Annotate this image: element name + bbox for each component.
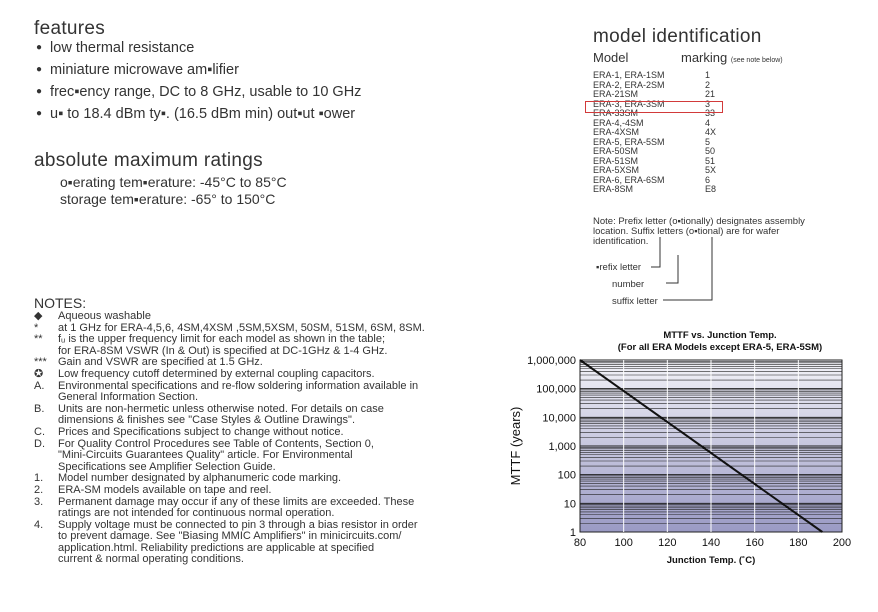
model-marking: 4 <box>705 117 711 128</box>
y-tick-label: 1,000,000 <box>527 355 576 367</box>
legend-prefix: ▪refix letter <box>596 262 642 273</box>
model-name: ERA-4,-4SM <box>593 117 644 128</box>
suffix-connector <box>663 237 712 300</box>
model-name: ERA-4XSM <box>593 127 640 137</box>
model-name: ERA-3, ERA-3SM <box>593 98 665 109</box>
model-marking: 21 <box>705 89 716 99</box>
note-marker: ✪ <box>34 367 44 380</box>
note-row <box>34 485 504 497</box>
model-marking: 33 <box>705 108 716 118</box>
model-name: ERA-5, ERA-5SM <box>593 136 665 147</box>
note-line: Aqueous washable <box>58 310 151 322</box>
model-id-title: model identification <box>593 26 762 47</box>
y-tick-label: 100 <box>557 469 576 482</box>
marking-label: marking <box>681 50 728 65</box>
note-row <box>34 369 504 381</box>
note-line: Permanent damage may occur if any of these limits are exceeded. These <box>58 495 415 508</box>
note-line: ratings are not intended for continuous normal operation. <box>58 507 335 520</box>
y-tick-label: 1,000 <box>548 441 576 453</box>
note-line: for ERA-8SM VSWR (In & Out) is specified at DC-1GHz & 1-4 GHz. <box>58 344 388 357</box>
note-marker: * <box>34 321 39 334</box>
model-marking: 6 <box>705 174 711 185</box>
legend-number: number <box>612 279 645 290</box>
note-marker: C. <box>34 425 45 438</box>
note-row <box>34 427 504 439</box>
note-marker: B. <box>34 402 45 415</box>
note-marker: 2. <box>34 483 44 496</box>
model-name: ERA-1, ERA-1SM <box>593 70 665 80</box>
note-line: at 1 GHz for ERA-4,5,6, 4SM,4XSM ,5SM,5XSM, 50SM, 51SM, 6SM, 8SM. <box>58 321 425 334</box>
notes-title: NOTES: <box>34 295 87 311</box>
model-name: ERA-51SM <box>593 155 639 166</box>
note-row <box>34 311 504 323</box>
y-tick-label: 10,000 <box>542 412 576 425</box>
note-line: Specifications see Amplifier Selection Guide. <box>58 460 276 473</box>
model-marking: 3 <box>705 98 711 109</box>
model-name: ERA-33SM <box>593 108 639 118</box>
model-name: ERA-21SM <box>593 89 639 99</box>
number-connector <box>666 255 678 283</box>
model-marking: 2 <box>705 79 711 90</box>
note-row <box>34 439 504 474</box>
note-marker: 4. <box>34 518 44 531</box>
x-tick-label: 100 <box>614 537 633 549</box>
note-line: Units are non-hermetic unless otherwise noted. For details on case <box>58 402 384 415</box>
note-marker: ◆ <box>34 310 43 322</box>
model-col-header: Model <box>593 50 629 65</box>
model-name: ERA-50SM <box>593 146 639 156</box>
model-marking: 1 <box>705 70 711 80</box>
model-row <box>593 185 793 195</box>
note-line: Model number designated by alphanumeric code marking. <box>58 472 342 485</box>
model-note: Note: Prefix letter (o▪tionally) designates assembly location. Suffix letters (o▪tional) are for wafer identification. <box>593 216 805 247</box>
marking-note: (see note below) <box>730 57 783 64</box>
note-marker: D. <box>34 437 45 450</box>
note-marker: *** <box>34 356 47 369</box>
note-line: Low frequency cutoff determined by external coupling capacitors. <box>58 367 375 380</box>
features-title: features <box>34 18 106 39</box>
note-line: fᵤ is the upper frequency limit for each model as shown in the table; <box>58 333 386 346</box>
note-row <box>34 497 504 520</box>
note-line: Environmental specifications and re-flow soldering information available in <box>58 379 419 392</box>
note-line: Gain and VSWR are specified at 1.5 GHz. <box>58 356 263 369</box>
x-tick-label: 80 <box>573 537 587 549</box>
features-list <box>36 38 361 126</box>
x-tick-label: 140 <box>701 537 721 549</box>
feature-item: ● low thermal resistance <box>36 38 361 60</box>
model-marking: 4X <box>705 127 717 137</box>
prefix-connector <box>651 237 660 267</box>
chart-subtitle: (For all ERA Models except ERA-5, ERA-5SM) <box>617 342 823 353</box>
x-tick-label: 120 <box>658 537 677 549</box>
chart-title: MTTF vs. Junction Temp. <box>663 330 777 341</box>
note-row <box>34 381 504 404</box>
feature-item: ● frec▪ency range, DC to 8 GHz, usable to 10 GHz <box>36 82 361 104</box>
x-axis-label: Junction Temp. (˚C) <box>666 555 756 566</box>
x-tick-label: 200 <box>832 537 852 549</box>
marking-col-header <box>681 50 783 65</box>
model-marking: 5 <box>705 136 711 147</box>
rating-line: o▪erating tem▪erature: -45°C to 85°C <box>60 174 287 190</box>
ratings-lines <box>60 174 287 208</box>
y-tick-label: 1 <box>569 527 576 539</box>
x-tick-label: 180 <box>789 537 808 549</box>
model-name: ERA-6, ERA-6SM <box>593 174 665 185</box>
note-marker: 3. <box>34 495 44 508</box>
y-tick-labels <box>527 355 576 539</box>
note-marker: 1. <box>34 472 44 485</box>
x-tick-label: 160 <box>745 537 764 549</box>
model-table <box>593 71 793 195</box>
y-axis-label: MTTF (years) <box>508 406 523 486</box>
note-line: ERA-SM models available on tape and reel. <box>58 483 272 496</box>
model-marking: 51 <box>705 155 716 166</box>
rating-line: storage tem▪erature: -65° to 150°C <box>60 191 276 207</box>
model-marking: 50 <box>705 146 716 156</box>
y-tick-label: 10 <box>563 498 576 511</box>
note-marker: A. <box>34 379 45 392</box>
y-tick-label: 100,000 <box>536 383 576 396</box>
model-marking: E8 <box>705 184 717 194</box>
note-line: For Quality Control Procedures see Table of Contents, Section 0, <box>58 437 374 450</box>
model-name: ERA-5XSM <box>593 165 640 175</box>
note-line: General Information Section. <box>58 391 199 404</box>
feature-item: ● u▪ to 18.4 dBm ty▪. (16.5 dBm min) out▪ut ▪ower <box>36 104 361 126</box>
model-name: ERA-2, ERA-2SM <box>593 79 665 90</box>
note-line: Prices and Specifications subject to change without notice. <box>58 425 344 438</box>
note-line: to prevent damage. See "Biasing MMIC Amplifiers" in minicircuits.com/ <box>58 530 402 543</box>
mttf-chart <box>500 352 870 574</box>
ratings-title: absolute maximum ratings <box>34 150 263 171</box>
note-marker: ** <box>34 333 43 346</box>
x-tick-labels <box>574 537 851 549</box>
model-marking: 5X <box>705 165 717 175</box>
note-line: current & normal operating conditions. <box>58 553 244 566</box>
model-name: ERA-8SM <box>593 184 634 194</box>
highlight-box <box>585 98 723 113</box>
note-line: "Mini-Circuits Guarantees Quality" article. For Environmental <box>58 449 353 462</box>
feature-item: ● miniature microwave am▪lifier <box>36 60 361 82</box>
note-line: dimensions & finishes see "Case Styles & Outline Drawings". <box>58 414 355 427</box>
note-row <box>34 404 504 427</box>
note-row <box>34 520 504 566</box>
note-line: application.html. Reliability predictions are applicable at specified <box>58 541 375 554</box>
notes-list <box>34 311 504 566</box>
legend-suffix: suffix letter <box>612 296 658 307</box>
note-line: Supply voltage must be connected to pin 3 through a bias resistor in order <box>58 518 418 531</box>
note-row <box>34 334 504 357</box>
